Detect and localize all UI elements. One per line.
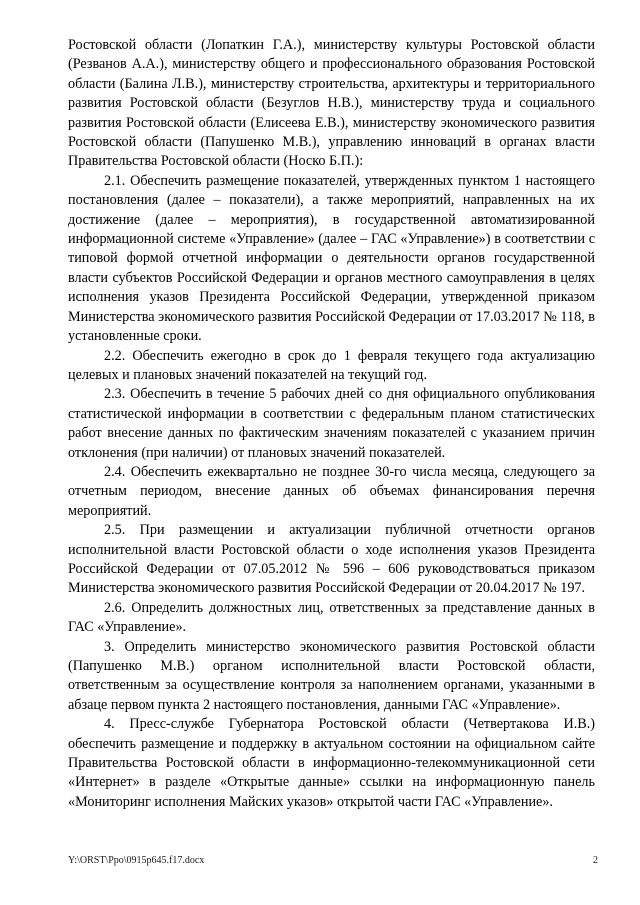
- document-body: [68, 36, 595, 812]
- paragraph-2-2: 2.2. Обеспечить ежегодно в срок до 1 февраля текущего года актуализацию целевых и плановых значений показателей на текущий год.: [68, 347, 595, 383]
- footer-file-path: Y:\ORST\Ppo\0915p645.f17.docx: [68, 855, 205, 866]
- paragraph-2-1: 2.1. Обеспечить размещение показателей, утвержденных пунктом 1 настоящего постановления (далее – показатели), а также мероприятий, направленных на их достижение (далее – мероприятия), в государственной автоматизированной информационной системе «Управление» (далее – ГАС «Управление») в соответствии с типовой формой отчетной информации о деятельности органов государственной власти субъектов Российской Федерации и органов местного самоуправления в целях исполнения указов Президента Российской Федерации, утвержденной приказом Министерства экономического развития Российской Федерации от 17.03.2017 № 118, в установленные сроки.: [68, 172, 595, 345]
- paragraph-4: 4. Пресс-службе Губернатора Ростовской области (Четвертакова И.В.) обеспечить размещение и поддержку в актуальном состоянии на официальном сайте Правительства Ростовской области в информационно-телекоммуникационной сети «Интернет» в разделе «Открытые данные» ссылки на информационную панель «Мониторинг исполнения Майских указов» открытой части ГАС «Управление».: [68, 716, 595, 810]
- paragraph-2-3: 2.3. Обеспечить в течение 5 рабочих дней со дня официального опубликования статистической информации в соответствии с федеральным планом статистических работ внесение данных по фактическим значениям показателей с указанием причин отклонения (при наличии) от плановых значений показателей.: [68, 386, 595, 461]
- page-number: 2: [593, 855, 598, 866]
- paragraph-3: 3. Определить министерство экономического развития Ростовской области (Папушенко М.В.) органом исполнительной власти Ростовской области, ответственным за осуществление контроля за наполнением органами, указанными в абзаце первом пункта 2 настоящего постановления, данными ГАС «Управление».: [68, 638, 595, 713]
- page-footer: [68, 855, 598, 867]
- paragraph-continuation: Ростовской области (Лопаткин Г.А.), министерству культуры Ростовской области (Резванов А.А.), министерству общего и профессионального образования Ростовской области (Балина Л.В.), министерству строительства, архитектуры и территориального развития Ростовской области (Безуглов Н.В.), министерству труда и социального развития Ростовской области (Елисеева Е.В.), министерству экономического развития Ростовской области (Папушенко М.В.), управлению инноваций в органах власти Правительства Ростовской области (Носко Б.П.):: [68, 37, 595, 170]
- paragraph-2-6: 2.6. Определить должностных лиц, ответственных за представление данных в ГАС «Управление».: [68, 599, 595, 636]
- paragraph-2-4: 2.4. Обеспечить ежеквартально не позднее 30-го числа месяца, следующего за отчетным периодом, внесение данных об объемах финансирования перечня мероприятий.: [68, 463, 595, 519]
- paragraph-2-5: 2.5. При размещении и актуализации публичной отчетности органов исполнительной власти Ростовской области о ходе исполнения указов Президента Российской Федерации от 07.05.2012 № 596 – 606 руководствоваться приказом Министерства экономического развития Российской Федерации от 20.04.2017 № 197.: [68, 522, 595, 597]
